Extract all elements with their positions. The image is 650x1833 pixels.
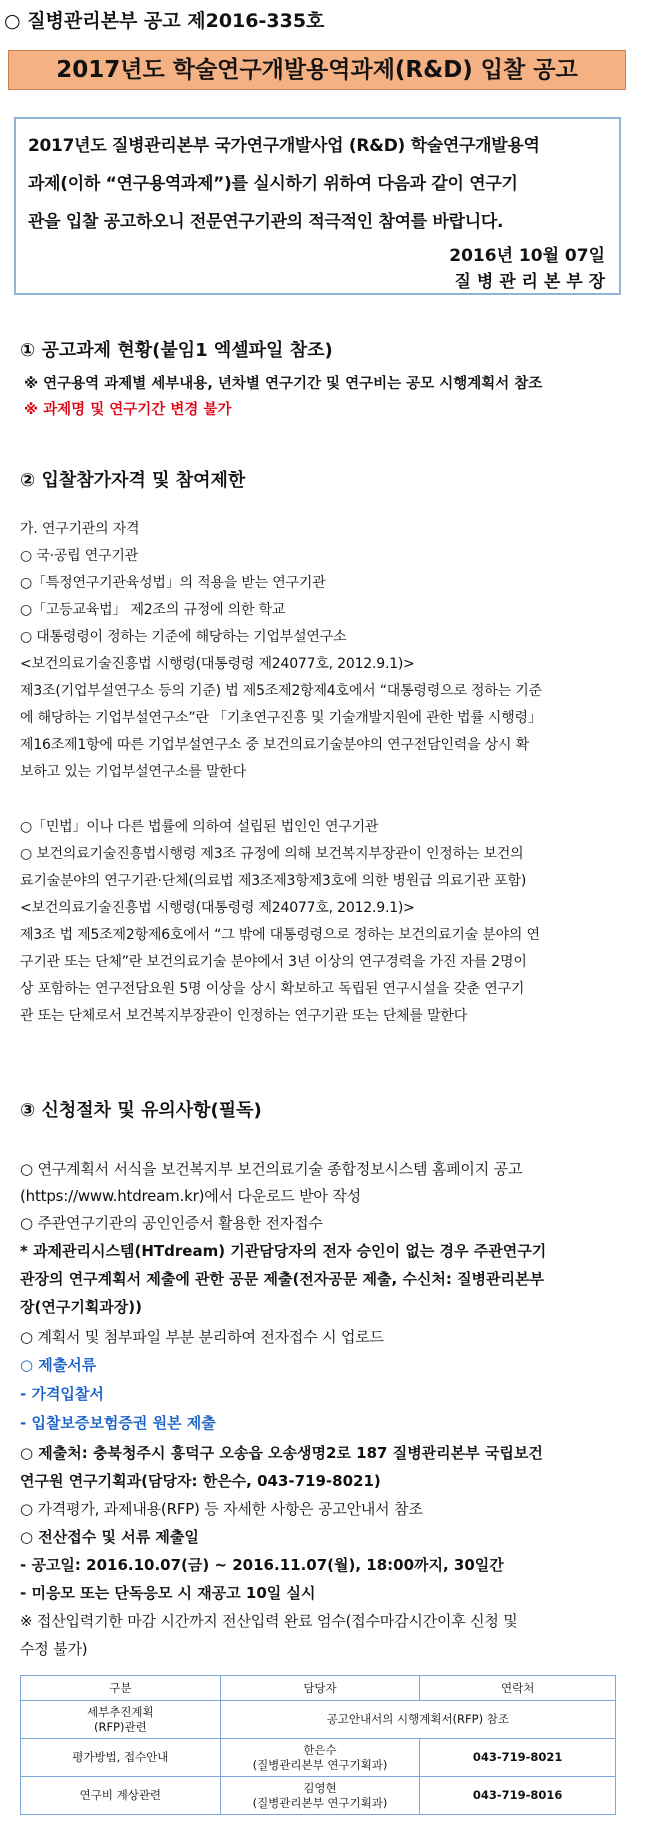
cell-text: 한은수 bbox=[303, 1742, 337, 1757]
submit-docs-heading: ○ 제출서류 bbox=[20, 1356, 97, 1374]
section2-qualifications bbox=[20, 518, 542, 788]
text-line: - 미응모 또는 단독응모 시 재공고 10일 실시 bbox=[20, 1584, 316, 1602]
table-header: 구분 bbox=[21, 1676, 221, 1701]
announce-date: 2016년 10월 07일 bbox=[449, 246, 605, 266]
text-line: ○「고등교육법」 제2조의 규정에 의한 학교 bbox=[20, 602, 286, 618]
text-line: 장(연구기획과장)) bbox=[20, 1298, 142, 1316]
section1-heading: ① 공고과제 현황(붙임1 엑셀파일 참조) bbox=[20, 340, 333, 361]
text-line: ○ 연구계획서 서식을 보건복지부 보건의료기술 종합정보시스템 홈페이지 공고 bbox=[20, 1160, 523, 1178]
text-line: 제16조제1항에 따른 기업부설연구소 중 보건의료기술분야의 연구전담인력을 상시 확 bbox=[20, 737, 529, 753]
intro-text bbox=[28, 127, 613, 241]
section2-heading: ② 입찰참가자격 및 참여제한 bbox=[20, 470, 246, 491]
text-line: ○ 국·공립 연구기관 bbox=[20, 548, 139, 564]
submit-doc-item: - 입찰보증보험증권 원본 제출 bbox=[20, 1414, 216, 1432]
text-line: (https://www.htdream.kr)에서 다운로드 받아 작성 bbox=[20, 1187, 361, 1205]
cell-text: (질병관리본부 연구기획과) bbox=[252, 1795, 388, 1810]
table-cell: 공고안내서의 시행계획서(RFP) 참조 bbox=[220, 1701, 615, 1739]
text-line: 보하고 있는 기업부설연구소를 말한다 bbox=[20, 764, 246, 780]
text-line: ○「특정연구기관육성법」의 적용을 받는 연구기관 bbox=[20, 575, 326, 591]
table-cell bbox=[220, 1739, 420, 1777]
table-header: 연락처 bbox=[420, 1676, 616, 1701]
intro-box bbox=[14, 117, 621, 295]
table-cell: 043-719-8021 bbox=[420, 1739, 616, 1777]
text-line: <보건의료기술진흥법 시행령(대통령령 제24077호, 2012.9.1)> bbox=[20, 656, 415, 672]
text-line: ○ 전산접수 및 서류 제출일 bbox=[20, 1528, 199, 1546]
table-row bbox=[21, 1777, 616, 1815]
table-header-row bbox=[21, 1676, 616, 1701]
text-line: 료기술분야의 연구기관·단체(의료법 제3조제3항제3호에 의한 병원급 의료기관 포함) bbox=[20, 873, 527, 889]
table-cell bbox=[220, 1777, 420, 1815]
text-line: 구기관 또는 단체”란 보건의료기술 분야에서 3년 이상의 연구경력을 가진 자를 2명이 bbox=[20, 954, 527, 970]
text-line: <보건의료기술진흥법 시행령(대통령령 제24077호, 2012.9.1)> bbox=[20, 900, 415, 916]
intro-signature bbox=[449, 243, 605, 295]
text-line: 관장의 연구계획서 제출에 관한 공문 제출(전자공문 제출, 수신처: 질병관리본부 bbox=[20, 1270, 545, 1288]
table-cell: 평가방법, 접수안내 bbox=[21, 1739, 221, 1777]
text-line: 수정 불가) bbox=[20, 1640, 88, 1658]
table-row bbox=[21, 1739, 616, 1777]
submit-doc-item: - 가격입찰서 bbox=[20, 1385, 104, 1403]
text-line: 제3조 법 제5조제2항제6호에서 “그 밖에 대통령령으로 정하는 보건의료기술 분야의 연 bbox=[20, 927, 540, 943]
section3-heading: ③ 신청절차 및 유의사항(필독) bbox=[20, 1100, 262, 1121]
intro-line: 관을 입찰 공고하오니 전문연구기관의 적극적인 참여를 바랍니다. bbox=[28, 212, 504, 232]
text-line: - 공고일: 2016.10.07(금) ~ 2016.11.07(월), 18:00까지, 30일간 bbox=[20, 1556, 504, 1574]
text-line: ○「민법」이나 다른 법률에 의하여 설립된 법인인 연구기관 bbox=[20, 819, 379, 835]
text-line: 상 포함하는 연구전담요원 5명 이상을 상시 확보하고 독립된 연구시설을 갖춘 연구기 bbox=[20, 981, 525, 997]
intro-line: 과제(이하 “연구용역과제”)를 실시하기 위하여 다음과 같이 연구기 bbox=[28, 174, 518, 194]
cell-text: 김영현 bbox=[303, 1780, 337, 1795]
text-line: 관 또는 단체로서 보건복지부장관이 인정하는 연구기관 또는 단체를 말한다 bbox=[20, 1008, 468, 1024]
text-line: 제3조(기업부설연구소 등의 기준) 법 제5조제2항제4호에서 “대통령령으로 정하는 기준 bbox=[20, 683, 542, 699]
section2-qualifications-2 bbox=[20, 816, 540, 1032]
text-line: ○ 계획서 및 첨부파일 부분 분리하여 전자접수 시 업로드 bbox=[20, 1328, 384, 1346]
text-line: ※ 접산입력기한 마감 시간까지 전산입력 완료 엄수(접수마감시간이후 신청 및 bbox=[20, 1612, 518, 1630]
text-line: 에 해당하는 기업부설연구소”란 「기초연구진흥 및 기술개발지원에 관한 법률 시행령」 bbox=[20, 710, 542, 726]
text-line: 연구원 연구기획과(담당자: 한은수, 043-719-8021) bbox=[20, 1472, 381, 1490]
table-cell: 연구비 계상관련 bbox=[21, 1777, 221, 1815]
issuer: 질 병 관 리 본 부 장 bbox=[454, 272, 605, 292]
text-line: ○ 가격평가, 과제내용(RFP) 등 자세한 사항은 공고안내서 참조 bbox=[20, 1500, 423, 1518]
cell-text: (질병관리본부 연구기획과) bbox=[252, 1757, 388, 1772]
section1-warning: ※ 과제명 및 연구기간 변경 불가 bbox=[24, 402, 232, 418]
section1-note: ※ 연구용역 과제별 세부내용, 년차별 연구기간 및 연구비는 공모 시행계획서 참조 bbox=[24, 376, 543, 392]
table-cell bbox=[21, 1701, 221, 1739]
text-line: ○ 제출처: 충북청주시 흥덕구 오송읍 오송생명2로 187 질병관리본부 국립보건 bbox=[20, 1444, 543, 1462]
table-header: 담당자 bbox=[220, 1676, 420, 1701]
table-cell: 043-719-8016 bbox=[420, 1777, 616, 1815]
text-line: 가. 연구기관의 자격 bbox=[20, 521, 140, 537]
notice-number: ○ 질병관리본부 공고 제2016-335호 bbox=[4, 10, 325, 32]
text-line: ○ 대통령령이 정하는 기준에 해당하는 기업부설연구소 bbox=[20, 629, 347, 645]
contact-table bbox=[20, 1675, 616, 1815]
text-line: ○ 보건의료기술진흥법시행령 제3조 규정에 의해 보건복지부장관이 인정하는 보건의 bbox=[20, 846, 524, 862]
cell-text: 세부추진계획 bbox=[87, 1704, 154, 1719]
cell-text: (RFP)관련 bbox=[93, 1719, 147, 1734]
page-title: 2017년도 학술연구개발용역과제(R&D) 입찰 공고 bbox=[8, 50, 626, 90]
table-row bbox=[21, 1701, 616, 1739]
intro-line: 2017년도 질병관리본부 국가연구개발사업 (R&D) 학술연구개발용역 bbox=[28, 136, 540, 156]
text-line: ○ 주관연구기관의 공인인증서 활용한 전자접수 bbox=[20, 1214, 323, 1232]
text-line: * 과제관리시스템(HTdream) 기관담당자의 전자 승인이 없는 경우 주관연구기 bbox=[20, 1242, 547, 1260]
